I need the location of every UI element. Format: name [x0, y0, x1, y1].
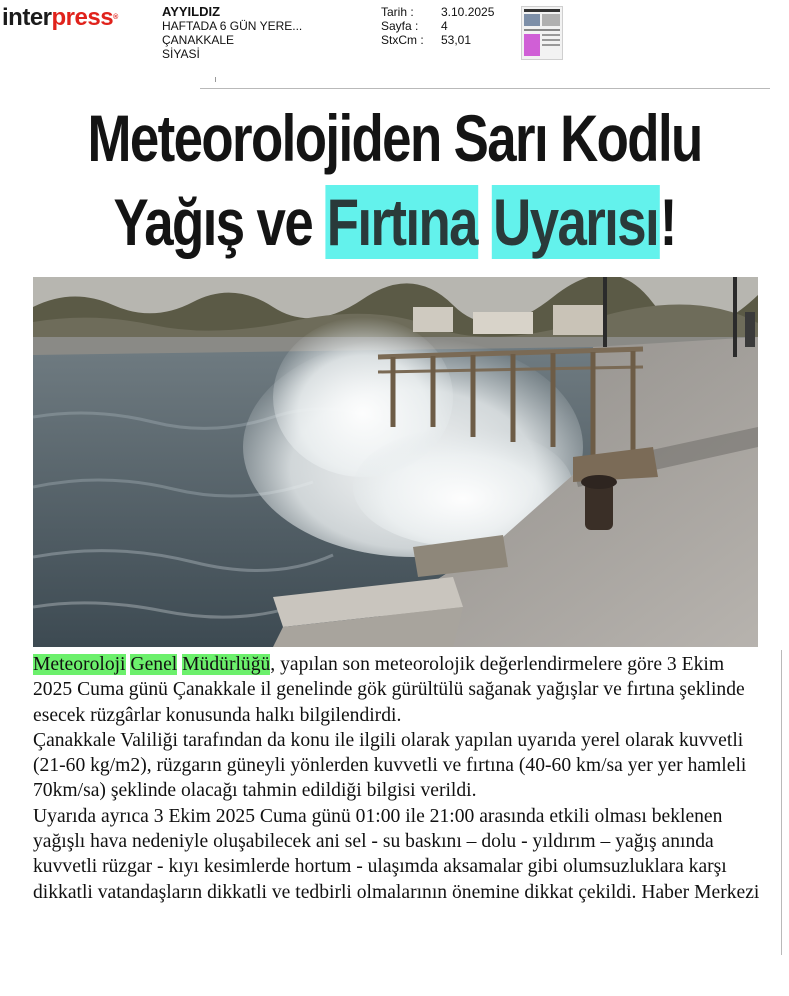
- article-paragraph-1: [33, 652, 768, 728]
- headline-space: [479, 185, 492, 259]
- stx-row: [381, 33, 494, 47]
- page-value: 4: [441, 19, 448, 33]
- article-headline: [79, 96, 710, 264]
- stx-value: 53,01: [441, 33, 472, 47]
- logo-text-main: inter: [2, 4, 52, 31]
- date-row: [381, 5, 494, 19]
- paragraph-1-text: , yapılan son meteorolojik değerlendirmelere göre 3 Ekim 2025 Cuma günü Çanakkale il genelinde gök gürültülü sağanak yağışlar ve fırtına şeklinde esecek rüzgârlar konusunda halkı bilgilendirdi.: [33, 654, 745, 726]
- headline-highlight-firtina: Fırtına: [326, 185, 477, 259]
- headline-line-2-start: Yağış ve: [113, 185, 326, 259]
- publication-frequency: HAFTADA 6 GÜN YERE...: [162, 19, 303, 33]
- article-paragraph-3: Uyarıda ayrıca 3 Ekim 2025 Cuma günü 01:00 ile 21:00 arasında etkili olması beklenen yağışlı hava nedeniyle oluşabilecek ani sel - su baskını – dolu - yıldırım – yağış anında kuvvetli rüzgar - kıyı kesimlerde hortum - ulaşımda aksamalar gibi olumsuzluklara karşı dikkatli vatandaşların dikkatli ve tedbirli olmalarının önemine dikkat çekildi. Haber Merkezi: [33, 805, 760, 903]
- page-thumbnail[interactable]: [521, 6, 563, 60]
- registered-mark: ®: [113, 14, 118, 21]
- column-divider: [781, 650, 782, 955]
- clipping-meta: [162, 5, 302, 61]
- highlight-meteoroloji: Meteoroloji: [33, 654, 126, 675]
- highlight-genel: Genel: [130, 654, 178, 675]
- thumbnail-article-highlight: [524, 34, 540, 56]
- page-label: Sayfa :: [381, 19, 419, 33]
- interpress-logo: [2, 6, 118, 30]
- header-divider: [200, 88, 770, 89]
- date-value: 3.10.2025: [441, 5, 495, 19]
- headline-line-1: Meteorolojiden Sarı Kodlu: [87, 101, 702, 175]
- article-paragraph-2: Çanakkale Valiliği tarafından da konu ile ilgili olarak yapılan uyarıda yerel olarak kuvvetli (21-60 kg/m2), rüzgarın güneyli yönlerden kuvvetli ve fırtına (40-60 km/sa yer yer hamleli 70km/sa) şeklinde olacağı tahmin edildiği bilgisi verildi.: [33, 729, 747, 802]
- date-label: Tarih :: [381, 5, 414, 19]
- logo-text-accent: press: [51, 4, 114, 31]
- publication-category: SİYASİ: [162, 47, 200, 61]
- headline-highlight-uyarisi: Uyarısı: [493, 185, 659, 259]
- publication-name: AYYILDIZ: [162, 4, 221, 19]
- headline-line-2: [79, 180, 710, 264]
- sea-wave-photo: [33, 277, 758, 647]
- article-body: [33, 652, 768, 905]
- clipping-details: [381, 5, 494, 47]
- headline-line-2-end: !: [659, 185, 676, 259]
- page-row: [381, 19, 494, 33]
- column-tick: [215, 77, 216, 82]
- highlight-mudurlugu: Müdürlüğü: [182, 654, 271, 675]
- publication-city: ÇANAKKALE: [162, 33, 235, 47]
- stx-label: StxCm :: [381, 33, 424, 47]
